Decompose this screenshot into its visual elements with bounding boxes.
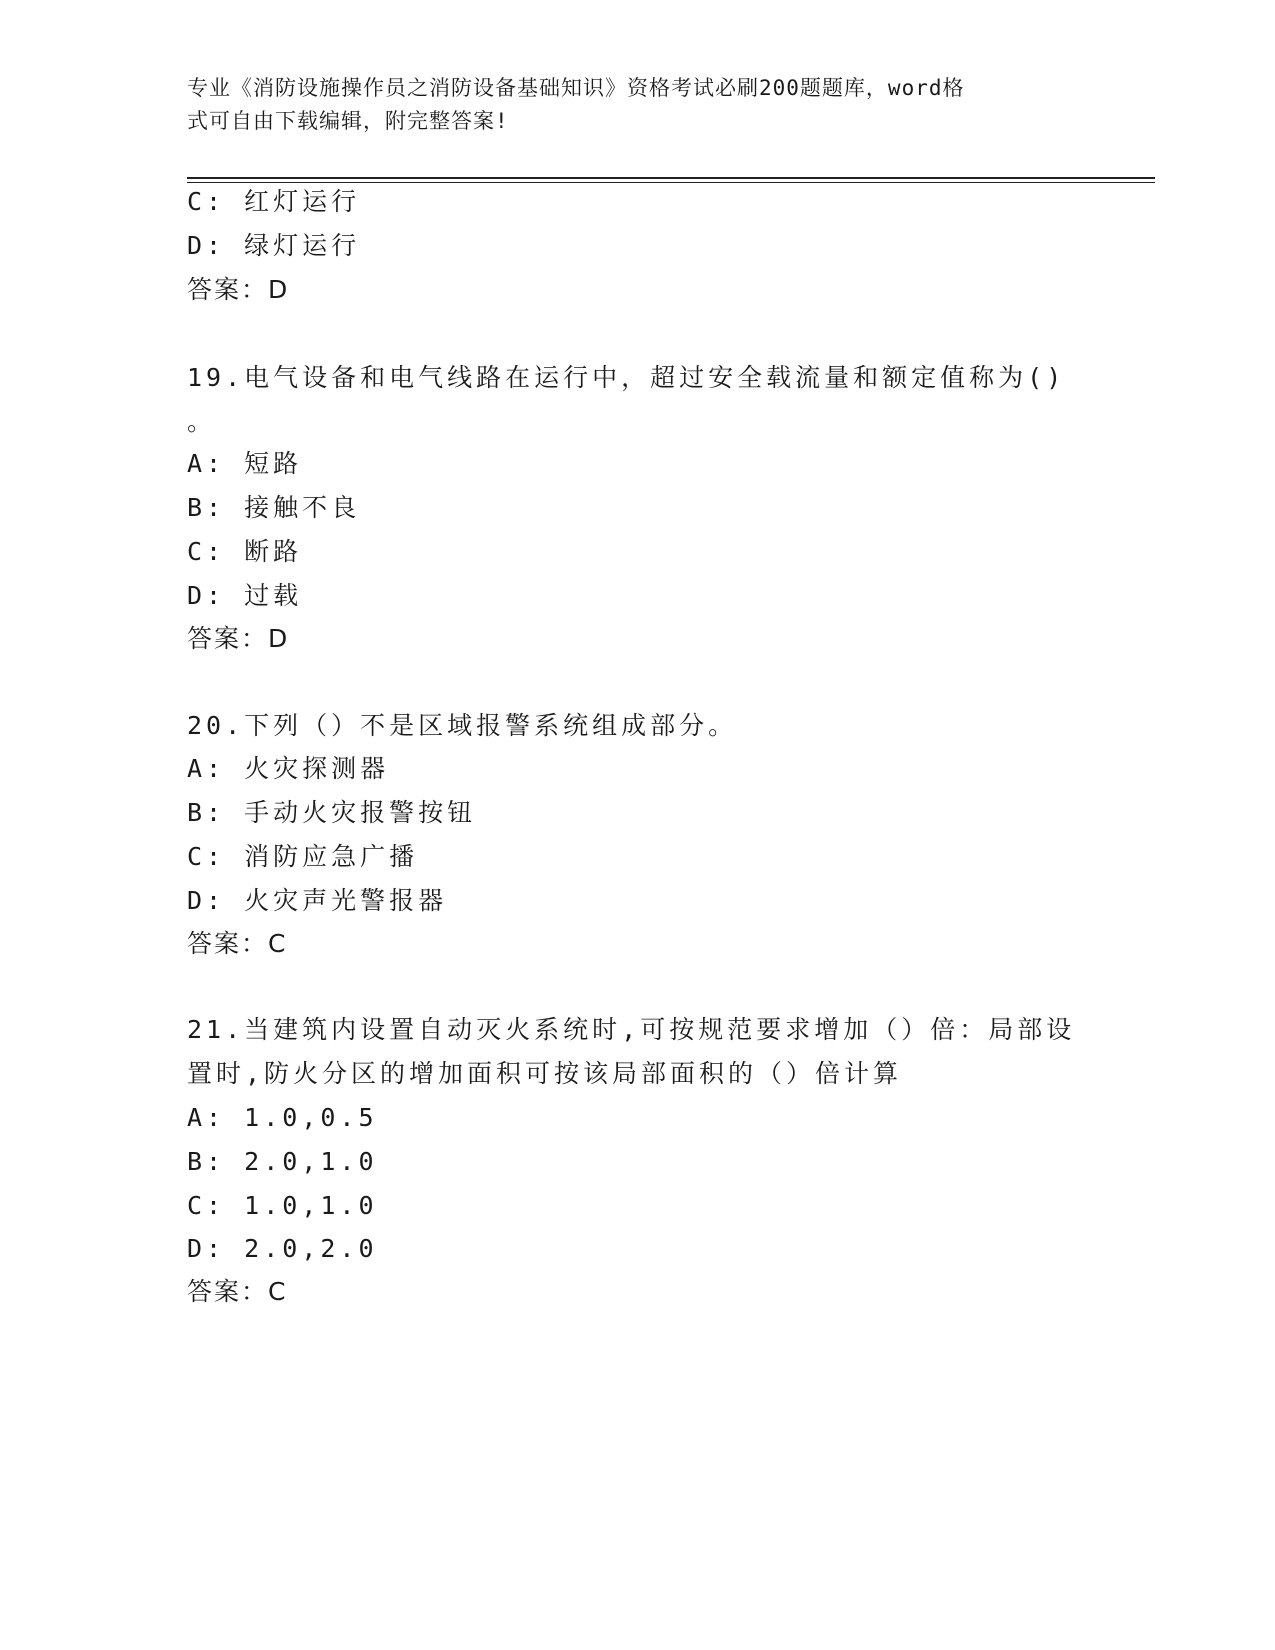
prev-question-option-d: D: 绿灯运行 bbox=[187, 231, 361, 260]
question-21-stem: 21.当建筑内设置自动灭火系统时,可按规范要求增加（）倍：局部设 bbox=[187, 1015, 1076, 1044]
question-20-option-b: B: 手动火灾报警按钮 bbox=[187, 798, 477, 827]
question-19-option-b: B: 接触不良 bbox=[187, 493, 361, 522]
question-19-option-d: D: 过载 bbox=[187, 581, 303, 610]
question-19-stem: 19.电气设备和电气线路在运行中，超过安全载流量和额定值称为() bbox=[187, 363, 1066, 392]
question-19-stem-continued: 。 bbox=[187, 407, 217, 436]
header-title-line-2: 式可自由下载编辑，附完整答案! bbox=[187, 109, 509, 133]
question-21-option-a: A: 1.0,0.5 bbox=[187, 1103, 378, 1132]
question-20-option-c: C: 消防应急广播 bbox=[187, 842, 419, 871]
question-21-option-c: C: 1.0,1.0 bbox=[187, 1191, 378, 1220]
question-19-answer: 答案：D bbox=[187, 624, 290, 653]
header-divider-thin bbox=[187, 182, 1155, 183]
question-21-option-b: B: 2.0,1.0 bbox=[187, 1147, 378, 1176]
question-20-option-d: D: 火灾声光警报器 bbox=[187, 886, 448, 915]
question-21-stem-continued: 置时,防火分区的增加面积可按该局部面积的（）倍计算 bbox=[187, 1059, 903, 1088]
header-divider-thick bbox=[187, 177, 1155, 179]
question-19-option-a: A: 短路 bbox=[187, 449, 303, 478]
question-20-answer: 答案：C bbox=[187, 929, 288, 958]
header-title-line-1: 专业《消防设施操作员之消防设备基础知识》资格考试必刷200题题库，word格 bbox=[187, 76, 965, 100]
prev-question-answer: 答案：D bbox=[187, 275, 290, 304]
question-20-stem: 20.下列（）不是区域报警系统组成部分。 bbox=[187, 711, 738, 740]
question-19-option-c: C: 断路 bbox=[187, 537, 303, 566]
question-20-option-a: A: 火灾探测器 bbox=[187, 754, 390, 783]
document-header bbox=[187, 72, 1067, 138]
question-21-option-d: D: 2.0,2.0 bbox=[187, 1234, 378, 1263]
prev-question-option-c: C: 红灯运行 bbox=[187, 187, 361, 216]
question-21-answer: 答案：C bbox=[187, 1277, 288, 1306]
